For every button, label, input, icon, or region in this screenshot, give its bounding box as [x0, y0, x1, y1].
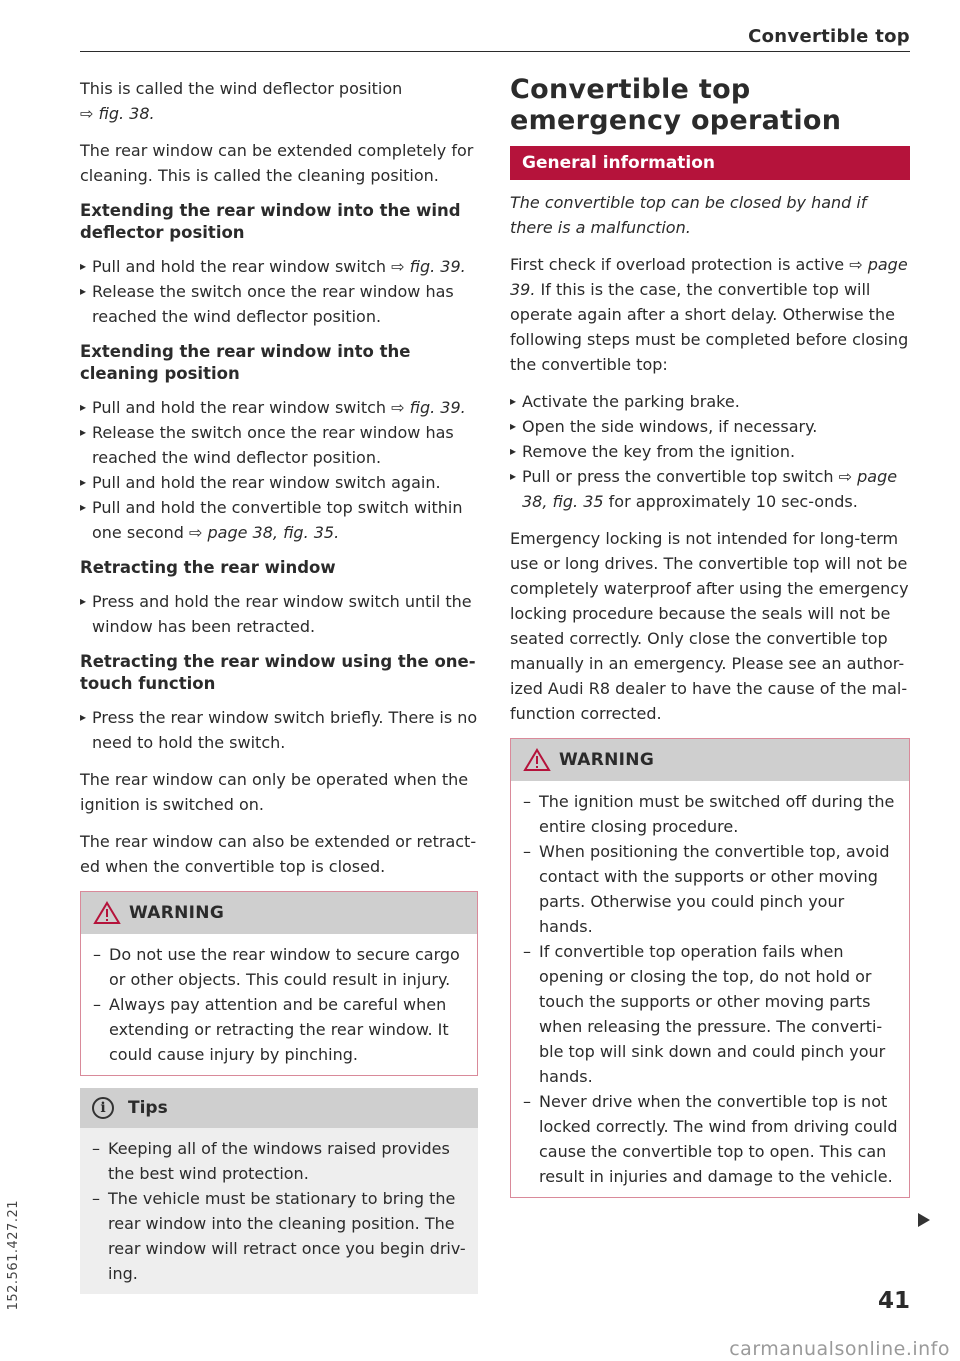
- figure-ref: ⇨ fig. 38.: [80, 104, 155, 123]
- emergency-locking-paragraph: Emergency locking is not intended for long-term use or long drives. The convertible top will not be completely waterproof after using the emergency locking procedure because the seals will not be seated correctly. Only close the convertible top manually in an emergency. Please see an author-ized Audi R8 dealer to have the cause of the mal-function corrected.: [510, 529, 909, 723]
- warning-header: [511, 739, 909, 781]
- warning-item: – Never drive when the convertible top is not locked correctly. The wind from driving could cause the convertible top to open. This can result in injuries and damage to the vehicle.: [511, 1089, 901, 1189]
- step-item: ▸ Remove the key from the ignition.: [510, 439, 910, 464]
- page-number: 41: [877, 1288, 910, 1314]
- step-item: ▸ Press the rear window switch briefly. There is no need to hold the switch.: [80, 705, 478, 755]
- tips-item: – Keeping all of the windows raised provides the best wind protection.: [80, 1136, 470, 1186]
- step-item: ▸ Press and hold the rear window switch until the window has been retracted.: [80, 589, 478, 639]
- step-item: ▸ Release the switch once the rear window has reached the wind deflector position.: [80, 420, 478, 470]
- tips-list: [80, 1136, 470, 1286]
- tips-label: Tips: [128, 1098, 168, 1118]
- step-item: ▸ Pull or press the convertible top switch ⇨ page 38, fig. 35 for approximately 10 sec-onds.: [510, 464, 910, 514]
- closed-top-paragraph: The rear window can also be extended or retract-ed when the convertible top is closed.: [80, 832, 477, 876]
- intro-paragraph: [80, 76, 478, 126]
- section-heading-retracting: Retracting the rear window: [80, 558, 336, 577]
- tips-item: – The vehicle must be stationary to bring the rear window into the cleaning position. The rear window will retract once you begin driv-ing.: [80, 1186, 470, 1286]
- section-banner: General information: [510, 146, 910, 180]
- section-heading-one-touch: Retracting the rear window using the one-touch function: [80, 652, 476, 693]
- section-heading-cleaning: Extending the rear window into the cleaning position: [80, 342, 411, 383]
- info-icon: i: [92, 1097, 114, 1119]
- cleaning-paragraph: The rear window can be extended completely for cleaning. This is called the cleaning position.: [80, 141, 474, 185]
- retracting-steps: [80, 589, 478, 639]
- warning-list: [81, 942, 469, 1067]
- warning-item: – The ignition must be switched off during the entire closing procedure.: [511, 789, 901, 839]
- step-item: ▸ Pull and hold the rear window switch ⇨ fig. 39.: [80, 254, 478, 279]
- overload-paragraph: First check if overload protection is active ⇨ page 39. If this is the case, the convertible top will operate again after a short delay. Otherwise the following steps must be completed before closing the convertible top:: [510, 255, 909, 374]
- warning-item: – When positioning the convertible top, avoid contact with the supports or other moving parts. Otherwise you could pinch your hands.: [511, 839, 901, 939]
- watermark: carmanualsonline.info: [729, 1338, 950, 1360]
- step-item: ▸ Pull and hold the rear window switch ⇨ fig. 39.: [80, 395, 478, 420]
- warning-label: WARNING: [559, 750, 655, 770]
- left-column: [80, 76, 478, 1294]
- wind-deflector-steps: [80, 254, 478, 329]
- section-heading-wind-deflector: Extending the rear window into the wind deflector position: [80, 201, 461, 242]
- continue-arrow-icon: [918, 1213, 930, 1227]
- tips-box: [80, 1088, 478, 1294]
- warning-header: [81, 892, 477, 934]
- warning-item: – Always pay attention and be careful when extending or retracting the rear window. It could cause injury by pinching.: [81, 992, 469, 1067]
- cleaning-steps: [80, 395, 478, 545]
- step-item: ▸ Activate the parking brake.: [510, 389, 910, 414]
- warning-label: WARNING: [129, 903, 225, 923]
- warning-box: [80, 891, 478, 1076]
- warning-triangle-icon: [93, 901, 121, 925]
- step-item: ▸ Pull and hold the convertible top switch within one second ⇨ page 38, fig. 35.: [80, 495, 478, 545]
- emergency-steps: [510, 389, 910, 514]
- intro-text: This is called the wind deflector position: [80, 79, 403, 98]
- step-item: ▸ Pull and hold the rear window switch again.: [80, 470, 478, 495]
- running-head: Convertible top: [748, 26, 910, 47]
- ignition-paragraph: The rear window can only be operated when the ignition is switched on.: [80, 770, 469, 814]
- warning-item: – If convertible top operation fails when opening or closing the top, do not hold or touch the supports or other moving parts when releasing the pressure. The converti-ble top will sink down and could pinch your hands.: [511, 939, 901, 1089]
- warning-triangle-icon: [523, 748, 551, 772]
- tips-header: [80, 1088, 478, 1128]
- one-touch-steps: [80, 705, 478, 755]
- warning-item: – Do not use the rear window to secure cargo or other objects. This could result in injury.: [81, 942, 469, 992]
- intro-italic: The convertible top can be closed by hand if there is a malfunction.: [510, 193, 867, 237]
- warning-box: [510, 738, 910, 1198]
- step-item: ▸ Open the side windows, if necessary.: [510, 414, 910, 439]
- header-rule: [80, 51, 910, 52]
- page-title: Convertible top emergency operation: [510, 74, 842, 136]
- step-item: ▸ Release the switch once the rear window has reached the wind deflector position.: [80, 279, 478, 329]
- right-column: [510, 74, 910, 1210]
- side-code: 152.561.427.21: [6, 1200, 21, 1311]
- warning-list: [511, 789, 901, 1189]
